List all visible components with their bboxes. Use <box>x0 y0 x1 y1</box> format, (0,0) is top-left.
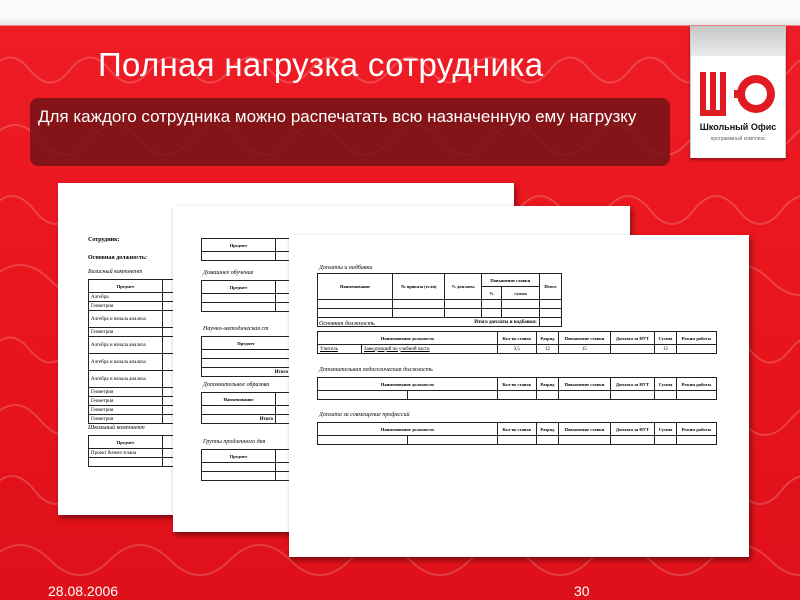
total-cell: Итого <box>202 415 276 424</box>
main-position-label: Основная должность <box>319 321 375 327</box>
percent-header: % доплаты <box>445 274 481 300</box>
mode-header: Режим работы <box>676 423 716 436</box>
raise-header: Повышение ставки <box>558 423 610 436</box>
table-row <box>318 345 717 354</box>
rates-cell: 3,5 <box>497 345 536 354</box>
rates-header: Кол-во ставок <box>497 378 536 391</box>
table-header-row <box>202 281 291 294</box>
table-header-row <box>318 378 717 391</box>
mode-header: Режим работы <box>676 332 716 345</box>
subject-cell: Геометрия <box>89 397 163 406</box>
basic-section-label: Базисный компонент <box>88 269 143 275</box>
combined-professions-label: Доплата за совмещение профессий <box>319 412 410 418</box>
logo-top-bar <box>691 26 785 56</box>
subject-cell: Алгебра <box>89 293 163 302</box>
subject-cell: Геометрия <box>89 406 163 415</box>
table-header-row <box>89 280 178 293</box>
subject-header: Предмет <box>202 337 291 350</box>
nut-header: Доплата за НУТ <box>610 378 654 391</box>
grade-header: Разряд <box>536 378 558 391</box>
additional-position-table <box>317 377 717 400</box>
methodical-section-label: Научно-методическая ст <box>203 326 269 332</box>
rates-header: Кол-во ставок <box>497 423 536 436</box>
slide-title: Полная нагрузка сотрудника <box>98 46 544 83</box>
slide-date: 28.08.2006 <box>48 583 119 599</box>
sum-header: Сумма <box>655 378 677 391</box>
logo-subtext: программный комплекс <box>710 136 766 142</box>
school-section-label: Школьный компонент <box>88 425 145 431</box>
main-position-table <box>317 331 717 354</box>
total-cell: Итого <box>202 368 291 377</box>
employee-label: Сотрудник: <box>88 237 120 243</box>
table-row <box>318 309 562 318</box>
subject-header: Предмет <box>202 239 276 252</box>
subject-cell: Алгебра и начала анализа <box>89 311 163 328</box>
table-header-row <box>318 332 717 345</box>
raise-sum-header: сумма <box>502 287 540 300</box>
subject-cell: Алгебра и начала анализа <box>89 354 163 371</box>
combined-professions-table <box>317 422 717 445</box>
table-row <box>318 436 717 445</box>
table-row <box>202 350 291 359</box>
rates-header: Кол-во ставок <box>497 332 536 345</box>
subject-table <box>201 238 291 261</box>
additional-position-label: Дополнительная педагогическая должность <box>319 367 433 373</box>
subject-header: Предмет <box>89 280 163 293</box>
table-header-row <box>89 436 178 449</box>
table-header-row <box>318 274 562 287</box>
table-row <box>89 293 178 302</box>
position-name-header: Наименование должности <box>318 423 498 436</box>
position-name-header: Наименование должности <box>318 378 498 391</box>
groups-table <box>201 449 291 481</box>
school-subjects-table <box>88 435 178 467</box>
subject-cell: Проект бизнес-плана <box>89 449 163 458</box>
school-office-logo <box>690 26 786 158</box>
table-header-row <box>202 393 291 406</box>
subject-header: Предмет <box>202 450 276 463</box>
subject-cell: Геометрия <box>89 415 163 424</box>
table-row <box>89 337 178 354</box>
logo-text: Школьный Офис <box>699 122 777 132</box>
mode-header: Режим работы <box>676 378 716 391</box>
document-page-3 <box>289 235 749 557</box>
groups-section-label: Группы продленного дня <box>203 439 266 445</box>
table-row <box>318 391 717 400</box>
table-row <box>202 303 291 312</box>
table-row <box>202 252 291 261</box>
sum-cell: 15 <box>655 345 677 354</box>
table-row <box>89 406 178 415</box>
position-label: Основная должность: <box>88 255 147 261</box>
mode-cell <box>676 345 716 354</box>
position-cell: Учитель <box>318 345 362 354</box>
table-row <box>202 359 291 368</box>
sum-header: Сумма <box>655 423 677 436</box>
slide-subtitle: Для каждого сотрудника можно распечатать всю назначенную ему нагрузку <box>38 107 637 126</box>
total-header: Итого <box>539 274 561 300</box>
home-section-label: Домашнее обучение <box>203 270 254 276</box>
subject-cell: Геометрия <box>89 388 163 397</box>
sum-header: Сумма <box>655 332 677 345</box>
table-row <box>202 415 291 424</box>
table-row <box>89 449 178 458</box>
raise-header: Повышение ставки <box>558 332 610 345</box>
slide-number: 30 <box>574 583 590 599</box>
subject-cell: Геометрия <box>89 328 163 337</box>
additional-table <box>201 392 291 424</box>
table-row <box>202 463 291 472</box>
table-row <box>89 458 178 467</box>
logo-emblem-icon <box>698 68 778 120</box>
methodical-table <box>201 336 291 377</box>
subject-header: Предмет <box>89 436 163 449</box>
raise-header: Повышение ставки <box>481 274 539 287</box>
position-name-header: Наименование должности <box>318 332 498 345</box>
home-table <box>201 280 291 312</box>
nut-header: Доплата за НУТ <box>610 423 654 436</box>
subject-cell: Алгебра и начала анализа <box>89 371 163 388</box>
table-row <box>89 328 178 337</box>
additional-education-label: Дополнительное образова <box>203 382 270 388</box>
table-header-row <box>318 423 717 436</box>
nut-cell <box>610 345 654 354</box>
subject-cell: Геометрия <box>89 302 163 311</box>
table-row <box>89 397 178 406</box>
table-row <box>89 415 178 424</box>
grade-cell: 12 <box>536 345 558 354</box>
order-header: № приказа (если) <box>393 274 445 300</box>
table-row <box>89 302 178 311</box>
position-detail-cell: Заведующий по учебной части <box>362 345 498 354</box>
table-header-row <box>202 239 291 252</box>
table-row <box>202 406 291 415</box>
raise-percent-header: % <box>481 287 501 300</box>
raise-cell: 15 <box>558 345 610 354</box>
table-row <box>89 371 178 388</box>
table-row <box>202 472 291 481</box>
allowance-name-header: Наименование <box>318 274 393 300</box>
allowance-total-cell: Итого доплаты и надбавки: <box>318 318 540 327</box>
table-row <box>318 300 562 309</box>
grade-header: Разряд <box>536 332 558 345</box>
name-header: Наименование <box>202 393 276 406</box>
allowances-section-label: Доплаты и надбавки <box>319 265 373 271</box>
table-header-row <box>202 450 291 463</box>
table-row <box>89 311 178 328</box>
table-row <box>89 354 178 371</box>
subject-cell: Алгебра и начала анализа <box>89 337 163 354</box>
subject-header: Предмет <box>202 281 276 294</box>
table-row <box>202 294 291 303</box>
allowances-table <box>317 273 562 327</box>
table-row <box>202 368 291 377</box>
nut-header: Доплата за НУТ <box>610 332 654 345</box>
basic-subjects-table <box>88 279 178 424</box>
table-header-row <box>202 337 291 350</box>
table-row <box>89 388 178 397</box>
grade-header: Разряд <box>536 423 558 436</box>
raise-header: Повышение ставки <box>558 378 610 391</box>
